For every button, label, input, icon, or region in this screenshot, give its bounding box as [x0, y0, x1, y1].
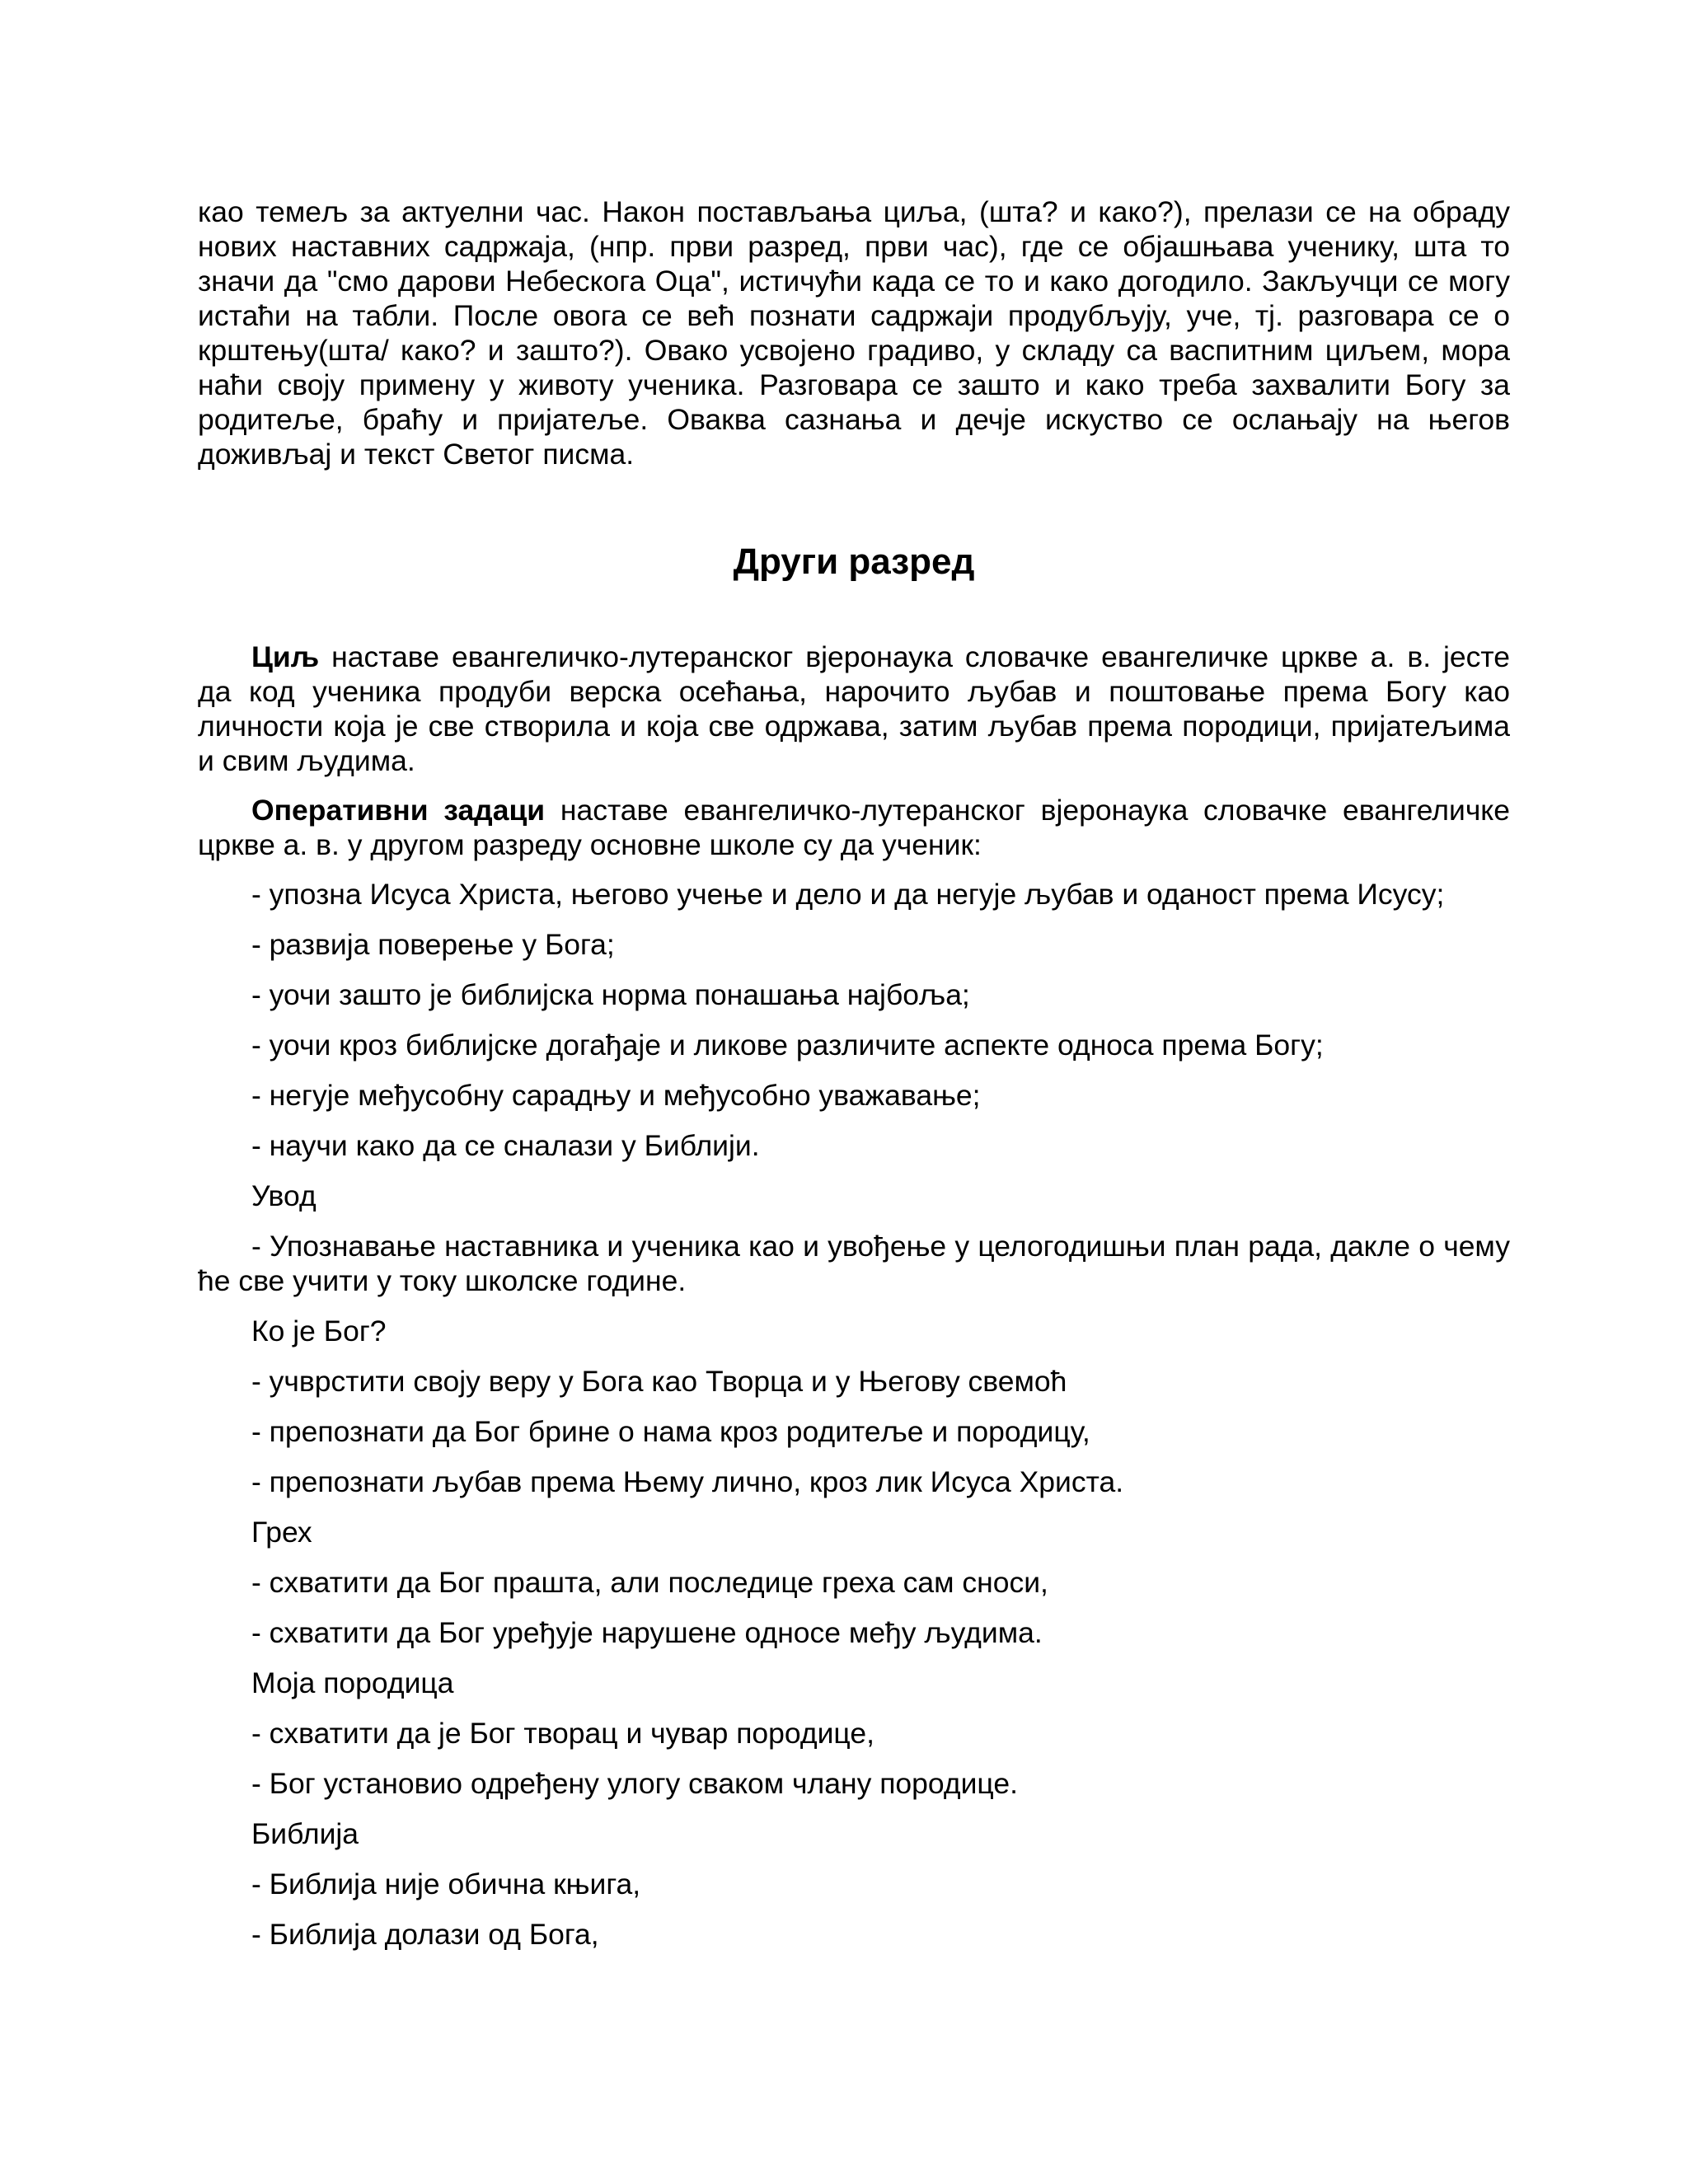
topic-item: - Библија долази од Бога,: [251, 1918, 599, 1951]
topic-title: Библија: [251, 1817, 359, 1850]
task-item: - развија поверење у Бога;: [251, 928, 615, 961]
task-item: - негује међусобну сарадњу и међусобно уважавање;: [251, 1079, 981, 1112]
topic-title: Увод: [251, 1179, 316, 1212]
task-item: - научи како да се сналази у Библији.: [251, 1129, 760, 1162]
topic-item: - Упознавање наставника и ученика као и увођење у целогодишњи план рада, дакле о чему ће све учити у току школске године.: [198, 1230, 1510, 1297]
topic-title: Моја породица: [251, 1666, 454, 1699]
topic-item: - схватити да је Бог творац и чувар породице,: [251, 1717, 874, 1750]
tasks-paragraph: [198, 793, 1510, 862]
document-page: [198, 194, 1510, 1967]
topic-title: Ко је Бог?: [251, 1315, 387, 1347]
task-item: - уочи зашто је библијска норма понашања најбоља;: [251, 978, 970, 1011]
topic-item: - схватити да Бог прашта, али последице греха сам сноси,: [251, 1566, 1048, 1599]
task-item: - уочи кроз библијске догађаје и ликове различите аспекте односа према Богу;: [251, 1029, 1324, 1062]
goal-paragraph: [198, 640, 1510, 778]
task-item: - упозна Исуса Христа, његово учење и дело и да негује љубав и оданост према Исусу;: [251, 878, 1445, 911]
goal-label: Циљ: [251, 640, 320, 673]
tasks-text: наставе евангеличко-лутеранског вјеронаука словачке евангеличке цркве а. в. у другом разреду основне школе су да ученик:: [198, 794, 1510, 861]
tasks-label: Оперативни задаци: [251, 794, 546, 827]
topic-item: - схватити да Бог уређује нарушене односе међу људима.: [251, 1616, 1043, 1649]
topic-title: Грех: [251, 1516, 312, 1549]
intro-paragraph: као темељ за актуелни час. Након постављања циља, (шта? и како?), прелази се на обраду нових наставних садржаја, (нпр. први разред, први час), где се објашњава ученику, шта то значи да "смо дарови Небескога Оца", истичући када се то и како догодило. Закључци се могу истаћи на табли. После овога се већ познати садржаји продубљују, уче, тј. разговара се о крштењу(шта/ како? и зашто?). Овако усвојено градиво, у складу са васпитним циљем, мора наћи своју примену у животу ученика. Разговара се зашто и како треба захвалити Богу за родитеље, браћу и пријатеље. Оваква сазнања и дечје искуство се ослањају на његов доживљај и текст Светог писма.: [198, 195, 1510, 471]
section-heading: Други разред: [733, 541, 975, 582]
goal-text: наставе евангеличко-лутеранског вјеронаука словачке евангеличке цркве а. в. јесте да код ученика продуби верска осећања, нарочито љубав и поштовање према Богу као личности која је све створила и која све одржава, затим љубав према породици, пријатељима и свим људима.: [198, 640, 1510, 777]
topic-item: - препознати љубав према Њему лично, кроз лик Исуса Христа.: [251, 1465, 1124, 1498]
topic-item: - Библија није обична књига,: [251, 1868, 641, 1900]
topic-item: - учврстити своју веру у Бога као Творца и у Његову свемоћ: [251, 1365, 1067, 1398]
topic-item: - Бог установио одређену улогу сваком члану породице.: [251, 1767, 1018, 1800]
topic-item: - препознати да Бог брине о нама кроз родитеље и породицу,: [251, 1415, 1090, 1448]
